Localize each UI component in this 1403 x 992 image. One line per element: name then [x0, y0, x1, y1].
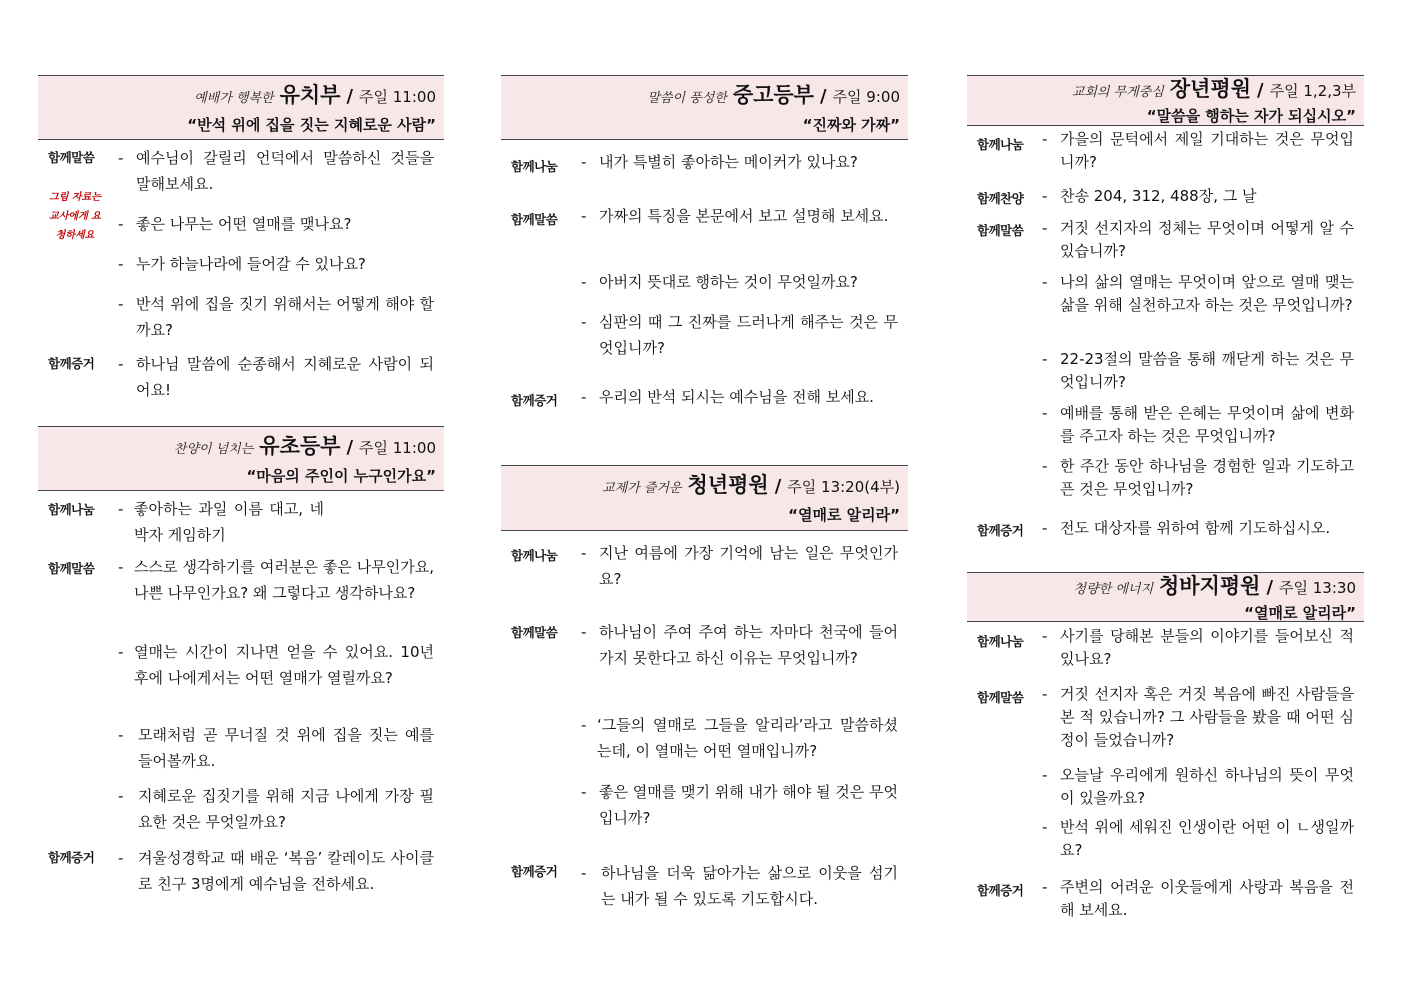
list-item: - 하나님 말씀에 순종해서 지혜로운 사람이 되어요! — [118, 355, 434, 399]
section-name: 유치부 — [279, 83, 341, 107]
section-kindergarten — [38, 75, 444, 399]
section-youth — [501, 75, 908, 408]
slash-divider: / — [1257, 80, 1264, 101]
row-label: 함께나눔 — [511, 548, 558, 563]
list-item: - 찬송 204, 312, 488장, 그 날 — [1042, 187, 1257, 205]
list-item: - 우리의 반석 되시는 예수님을 전해 보세요. — [581, 388, 874, 406]
sermon-title: “반석 위에 집을 짓는 지혜로운 사람” — [187, 116, 436, 134]
list-item: - 내가 특별히 좋아하는 메이커가 있나요? — [581, 153, 858, 171]
list-item: - 오늘날 우리에게 원하신 하나님의 뜻이 무엇이 있을까요? — [1042, 766, 1354, 807]
list-item: - 예수님이 갈릴리 언덕에서 말씀하신 것들을 말해보세요. — [118, 149, 434, 193]
list-item: - 아버지 뜻대로 행하는 것이 무엇일까요? — [581, 273, 858, 291]
section-header — [967, 572, 1364, 622]
row-label: 함께증거 — [511, 864, 558, 879]
section-jeans-generation — [967, 572, 1364, 919]
row-label: 함께증거 — [48, 356, 95, 371]
section-tagline: 청량한 에너지 — [1073, 582, 1153, 597]
row-label: 함께말씀 — [48, 561, 95, 576]
row-label: 함께나눔 — [48, 502, 95, 517]
list-item: - 지혜로운 집짓기를 위해 지금 나에게 가장 필요한 것은 무엇일까요? — [118, 787, 434, 831]
list-item: - 모래처럼 곧 무너질 것 위에 집을 짓는 예를 들어볼까요. — [118, 726, 434, 770]
section-header — [38, 75, 444, 140]
list-item: - 하나님을 더욱 닮아가는 삶으로 이웃을 섬기는 내가 될 수 있도록 기도합시다. — [581, 864, 898, 908]
section-time: 주일 1,2,3부 — [1269, 82, 1356, 100]
section-header — [967, 75, 1364, 126]
sermon-title: “마음의 주인이 누구인가요” — [246, 467, 436, 485]
section-tagline: 교제가 즐거운 — [602, 481, 682, 496]
section-name: 장년평원 — [1169, 77, 1252, 101]
list-item: - 누가 하늘나라에 들어갈 수 있나요? — [118, 255, 366, 273]
list-item: - 전도 대상자를 위하여 함께 기도하십시오. — [1042, 519, 1331, 537]
section-name: 유초등부 — [259, 434, 341, 458]
list-item: - 반석 위에 세워진 인생이란 어떤 이 ㄴ생일까요? — [1042, 818, 1354, 859]
row-label: 함께나눔 — [511, 159, 558, 174]
sermon-title: “열매로 알리라” — [788, 506, 900, 524]
section-young-adults — [501, 465, 908, 908]
list-item: - 22-23절의 말씀을 통해 깨닫게 하는 것은 무엇입니까? — [1042, 350, 1354, 391]
list-item: - 좋아하는 과일 이름 대고, 네 박자 게임하기 — [118, 500, 324, 544]
list-item: - 가을의 문턱에서 제일 기대하는 것은 무엇입니까? — [1042, 130, 1354, 171]
list-item: - 스스로 생각하기를 여러분은 좋은 나무인가요, 나쁜 나무인가요? 왜 그렇다고 생각하나요? — [118, 558, 434, 602]
row-label: 함께증거 — [48, 850, 95, 865]
list-item: - 하나님이 주여 주여 하는 자마다 천국에 들어가지 못한다고 하신 이유는 무엇입니까? — [581, 623, 898, 667]
list-item: - 열매는 시간이 지나면 얻을 수 있어요. 10년 후에 나에게서는 어떤 열매가 열릴까요? — [118, 643, 434, 687]
row-label: 함께나눔 — [977, 137, 1024, 152]
section-name: 청년평원 — [687, 473, 769, 497]
row-label: 함께말씀 — [48, 150, 95, 165]
row-label: 함께찬양 — [977, 191, 1024, 206]
section-header — [501, 75, 908, 140]
section-name: 중고등부 — [732, 83, 814, 107]
list-item: - 가짜의 특징을 본문에서 보고 설명해 보세요. — [581, 207, 889, 225]
section-time: 주일 9:00 — [832, 88, 900, 106]
section-tagline: 교회의 무게중심 — [1071, 85, 1164, 100]
list-item: - 심판의 때 그 진짜를 드러나게 해주는 것은 무엇입니까? — [581, 313, 898, 357]
slash-divider: / — [1266, 577, 1274, 598]
sermon-title: “말씀을 행하는 자가 되십시오” — [1146, 107, 1356, 125]
section-header — [501, 465, 908, 531]
list-item: - 한 주간 동안 하나님을 경험한 일과 기도하고픈 것은 무엇입니까? — [1042, 457, 1354, 498]
row-label: 함께증거 — [511, 393, 558, 408]
list-item: - 나의 삶의 열매는 무엇이며 앞으로 열매 맺는 삶을 위해 실천하고자 하는 것은 무엇입니까? — [1042, 273, 1354, 314]
section-tagline: 예배가 행복한 — [194, 91, 274, 106]
sermon-title: “진짜와 가짜” — [802, 116, 900, 134]
section-tagline: 말씀이 풍성한 — [647, 91, 727, 106]
slash-divider: / — [819, 86, 827, 107]
slash-divider: / — [346, 86, 354, 107]
sermon-title: “열매로 알리라” — [1244, 604, 1356, 622]
list-item: - 주변의 어려운 이웃들에게 사랑과 복음을 전해 보세요. — [1042, 878, 1354, 919]
list-item: - ‘그들의 열매로 그들을 알리라’라고 말씀하셨는데, 이 열매는 어떤 열매입니까? — [581, 716, 898, 760]
list-item: - 겨울성경학교 때 배운 ‘복음’ 칼레이도 사이클로 친구 3명에게 예수님을 전하세요. — [118, 849, 434, 893]
row-label: 함께증거 — [977, 523, 1024, 538]
section-tagline: 찬양이 넘치는 — [173, 442, 254, 457]
row-label: 함께말씀 — [511, 212, 558, 227]
section-time: 주일 11:00 — [359, 439, 436, 457]
list-item: - 지난 여름에 가장 기억에 남는 일은 무엇인가요? — [581, 544, 898, 588]
row-label: 함께말씀 — [977, 690, 1024, 705]
row-label: 함께나눔 — [977, 634, 1024, 649]
section-time: 주일 11:00 — [359, 88, 436, 106]
list-item: - 좋은 열매를 맺기 위해 내가 해야 될 것은 무엇입니까? — [581, 783, 898, 827]
slash-divider: / — [774, 476, 782, 497]
list-item: - 좋은 나무는 어떤 열매를 맺나요? — [118, 215, 352, 233]
slash-divider: / — [346, 437, 354, 458]
list-item: - 거짓 선지자의 정체는 무엇이며 어떻게 알 수 있습니까? — [1042, 219, 1354, 260]
section-header — [38, 426, 444, 491]
list-item: - 사기를 당해본 분들의 이야기를 들어보신 적 있나요? — [1042, 627, 1354, 668]
row-label: 함께말씀 — [511, 625, 558, 640]
section-elementary — [38, 426, 444, 893]
row-label: 함께말씀 — [977, 223, 1024, 238]
section-time: 주일 13:20(4부) — [787, 478, 900, 496]
row-label: 함께증거 — [977, 883, 1024, 898]
list-item: - 예배를 통해 받은 은혜는 무엇이며 삶에 변화를 주고자 하는 것은 무엇입니까? — [1042, 404, 1354, 445]
section-adults — [967, 75, 1364, 538]
list-item: - 반석 위에 집을 짓기 위해서는 어떻게 해야 할까요? — [118, 295, 434, 339]
teacher-note: 그림 자료는 교사에게 요청하세요 — [49, 192, 101, 241]
section-time: 주일 13:30 — [1279, 579, 1356, 597]
list-item: - 거짓 선지자 혹은 거짓 복음에 빠진 사람들을 본 적 있습니까? 그 사람들을 봤을 때 어떤 심정이 들었습니까? — [1042, 685, 1354, 749]
section-name: 청바지평원 — [1159, 574, 1261, 598]
